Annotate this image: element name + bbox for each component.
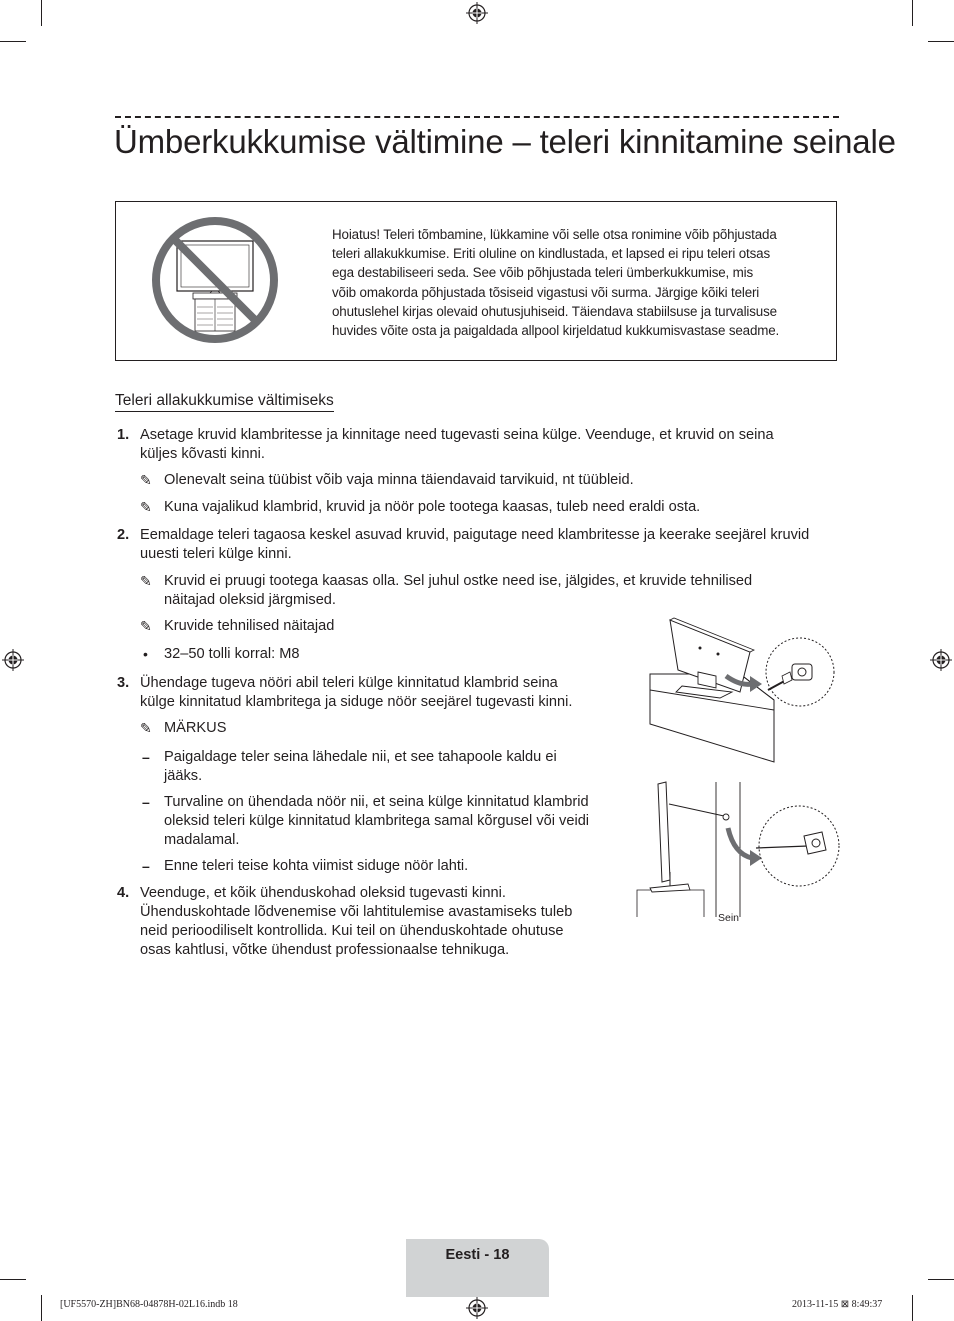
note-text xyxy=(164,498,700,517)
note-icon: ✎ xyxy=(140,499,152,515)
wall-label: Sein xyxy=(718,912,740,924)
step-line: Ühenduskohtade lõdvenemise või lahtitulemise avastamiseks tuleb xyxy=(140,904,573,920)
step-line: külge kinnitatud klambritega ja siduge nöör seejärel tugevasti kinni. xyxy=(140,694,573,710)
dash-icon: – xyxy=(142,794,150,810)
step-number: 2. xyxy=(117,527,130,543)
dash-line: Turvaline on ühendada nöör nii, et seina külge kinnitatud klambrid xyxy=(164,794,589,810)
crop-mark xyxy=(912,0,913,26)
warning-text xyxy=(332,225,822,340)
dash-icon: – xyxy=(142,858,150,874)
step-text xyxy=(140,426,774,464)
note-icon: ✎ xyxy=(140,573,152,589)
dash-line: Paigaldage teler seina lähedale nii, et see tahapoole kaldu ei xyxy=(164,749,557,765)
warning-line: ohutuslehel kirjas olevaid ohutusjuhiseid. Täiendava stabiilsuse ja turvalisuse xyxy=(332,303,777,319)
dash-line: madalamal. xyxy=(164,832,240,848)
registration-mark-icon xyxy=(466,1297,488,1319)
dash-text xyxy=(164,857,468,876)
warning-line: Hoiatus! Teleri tõmbamine, lükkamine või selle otsa ronimine võib põhjustada xyxy=(332,227,777,242)
step-line: Veenduge, et kõik ühenduskohad oleksid tugevasti kinni. xyxy=(140,885,506,901)
title-dashed-rule xyxy=(115,116,839,118)
page-title: Ümberkukkumise vältimine – teleri kinnitamine seinale xyxy=(114,123,896,160)
dash-line: oleksid teleri külge kinnitatud klambritega samal kõrgusel või veidi xyxy=(164,813,590,829)
step-line: uuesti teleri külge kinni. xyxy=(140,546,292,562)
step-line: osas kahtlusi, võtke ühendust professionaalse tehnikuga. xyxy=(140,942,510,958)
step-line: neid perioodiliselt kontrollida. Kui teil on ühenduskohtade ohutuse xyxy=(140,923,564,939)
note-line: Kruvid ei pruugi tootega kaasas olla. Sel juhul ostke need ise, jälgides, et kruvide tehnilised xyxy=(164,573,753,589)
page-number: Eesti - 18 xyxy=(445,1247,510,1263)
note-line: näitajad oleksid järgmised. xyxy=(164,592,336,608)
step-text xyxy=(140,674,572,712)
step-line: Eemaldage teleri tagaosa keskel asuvad kruvid, paigutage need klambritesse ja keerake seejärel kruvid xyxy=(140,527,810,543)
note-icon: ✎ xyxy=(140,720,152,736)
step-line: küljes kõvasti kinni. xyxy=(140,446,265,462)
note-icon: ✎ xyxy=(140,618,152,634)
step-line: Asetage kruvid klambritesse ja kinnitage need tugevasti seina külge. Veenduge, et kruvid on seina xyxy=(140,427,774,443)
dash-line: jääks. xyxy=(164,768,203,784)
step-text xyxy=(140,526,809,564)
note-text xyxy=(164,572,752,610)
crop-mark xyxy=(928,1279,954,1280)
warning-line: teleri allakukkumise. Eriti oluline on kindlustada, et lapsed ei ripu teleri otsas xyxy=(332,246,771,262)
date-slug: 2013-11-15 ⊠ 8:49:37 xyxy=(792,1299,883,1310)
note-label: MÄRKUS xyxy=(164,720,227,736)
note-icon: ✎ xyxy=(140,472,152,488)
note-text xyxy=(164,471,634,490)
step-number: 3. xyxy=(117,675,130,691)
note-line: Olenevalt seina tüübist võib vaja minna täiendavaid tarvikuid, nt tüübleid. xyxy=(164,472,634,488)
registration-mark-icon xyxy=(930,649,952,671)
bullet-text: 32–50 tolli korral: M8 xyxy=(164,646,300,662)
crop-mark xyxy=(41,0,42,26)
crop-mark xyxy=(41,1295,42,1321)
no-climbing-tv-warning-icon xyxy=(150,215,280,345)
crop-mark xyxy=(912,1295,913,1321)
warning-line: huvides võite osta ja paigaldada allpool kirjeldatud kukkumisvastase seadme. xyxy=(332,323,780,339)
note-line: Kuna vajalikud klambrid, kruvid ja nöör pole tootega kaasas, tuleb need eraldi osta. xyxy=(164,499,701,515)
warning-line: ega destabiliseeri seda. See võib põhjustada teleri ümberkukkumise, mis xyxy=(332,265,754,281)
note-text: Kruvide tehnilised näitajad xyxy=(164,618,335,634)
crop-mark xyxy=(0,1279,26,1280)
dash-line: Enne teleri teise kohta viimist siduge nöör lahti. xyxy=(164,858,469,874)
step-number: 4. xyxy=(117,885,130,901)
section-heading: Teleri allakukkumise vältimiseks xyxy=(115,391,334,412)
dash-text xyxy=(164,748,557,786)
crop-mark xyxy=(0,41,26,42)
tv-bracket-illustration xyxy=(640,612,840,768)
step-number: 1. xyxy=(117,427,130,443)
file-slug: [UF5570-ZH]BN68-04878H-02L16.indb 18 xyxy=(60,1299,238,1310)
step-text xyxy=(140,884,572,960)
bullet-icon: • xyxy=(143,646,148,662)
warning-line: võib omakorda põhjustada tõsiseid vigastusi või surma. Järgige kõiki teleri xyxy=(332,284,760,300)
dash-text xyxy=(164,793,589,850)
crop-mark xyxy=(928,41,954,42)
registration-mark-icon xyxy=(466,2,488,24)
tv-wall-cord-illustration xyxy=(636,780,842,918)
dash-icon: – xyxy=(142,749,150,765)
registration-mark-icon xyxy=(2,649,24,671)
step-line: Ühendage tugeva nööri abil teleri külge kinnitatud klambrid seina xyxy=(140,675,558,691)
